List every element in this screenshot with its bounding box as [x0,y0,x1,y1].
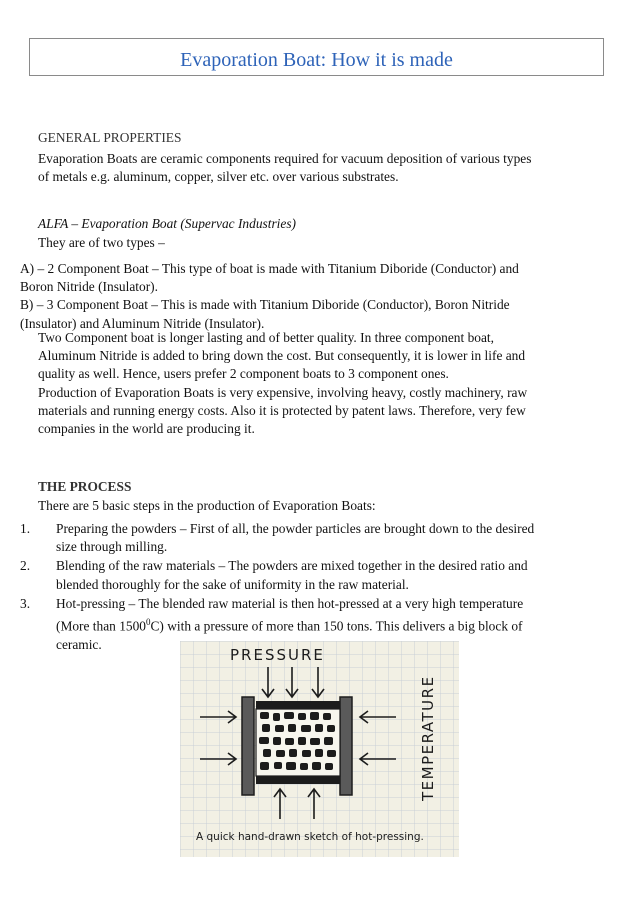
bottom-plate [256,776,340,784]
top-plate [256,701,340,709]
text-line [56,613,534,636]
text-line: Production of Evaporation Boats is very expensive, involving heavy, costly machinery, raw [38,385,528,400]
title-box [29,38,604,76]
text-line: materials and running energy costs. Also it is protected by patent laws. Therefore, very few [38,403,526,419]
text-line: quality as well. Hence, users prefer 2 component boats to 3 component ones. [38,366,449,382]
alfa-subheading: They are of two types – [38,235,165,250]
process-intro: There are 5 basic steps in the production of Evaporation Boats: [38,498,376,513]
text-line: Hot-pressing – The blended raw material is then hot-pressed at a very high temperature [56,595,524,611]
pressure-label: PRESSURE [230,646,325,664]
text-line: Preparing the powders – First of all, the powder particles are brought down to the desired [56,521,535,536]
general-properties-text [38,150,531,186]
production-paragraph [38,384,527,439]
text-fragment: (More than 1500 [56,618,146,634]
text-line: Blending of the raw materials – The powders are mixed together in the desired ratio and [56,558,528,574]
boat-types [20,260,519,333]
text-line: Two Component boat is longer lasting and of better quality. In three component boat, [38,330,494,345]
comparison-paragraph [38,329,525,384]
left-wall [242,697,254,795]
temperature-label: TEMPERATURE [419,675,437,801]
text-line: ceramic. [56,636,102,652]
process-steps [20,520,534,655]
text-line: Evaporation Boats are ceramic components required for vacuum deposition of various types [38,151,532,166]
sketch-caption: A quick hand-drawn sketch of hot-pressing. [196,831,424,843]
sketch-svg [180,641,459,857]
text-line: size through milling. [56,539,168,555]
text-fragment: C) with a pressure of more than 150 tons. This delivers a big block of [150,618,523,634]
step-number: 3. [20,595,31,611]
right-wall [340,697,352,795]
text-line: Boron Nitride (Insulator). [20,279,158,295]
hot-pressing-sketch [180,641,459,857]
process-heading: THE PROCESS [38,479,132,494]
text-line: A) – 2 Component Boat – This type of boat is made with Titanium Diboride (Conductor) and [20,261,519,276]
text-line: B) – 3 Component Boat – This is made with Titanium Diboride (Conductor), Boron Nitride [20,297,510,313]
step-number: 2. [20,558,31,574]
step-item [20,557,534,593]
step-number: 1. [20,521,31,536]
text-line: companies in the world are producing it. [38,421,255,437]
general-properties-heading: GENERAL PROPERTIES [38,130,182,145]
text-line: blended thoroughly for the sake of uniformity in the raw material. [56,576,409,592]
text-line: of metals e.g. aluminum, copper, silver etc. over various substrates. [38,169,399,185]
text-line: Aluminum Nitride is added to bring down the cost. But consequently, it is lower in life and [38,348,526,364]
page-title: Evaporation Boat: How it is made [180,49,453,71]
step-item [20,520,534,556]
alfa-heading: ALFA – Evaporation Boat (Supervac Industries) [38,216,296,231]
superscript: 0 [146,617,151,628]
text-line: (Insulator) and Aluminum Nitride (Insulator). [20,315,265,331]
